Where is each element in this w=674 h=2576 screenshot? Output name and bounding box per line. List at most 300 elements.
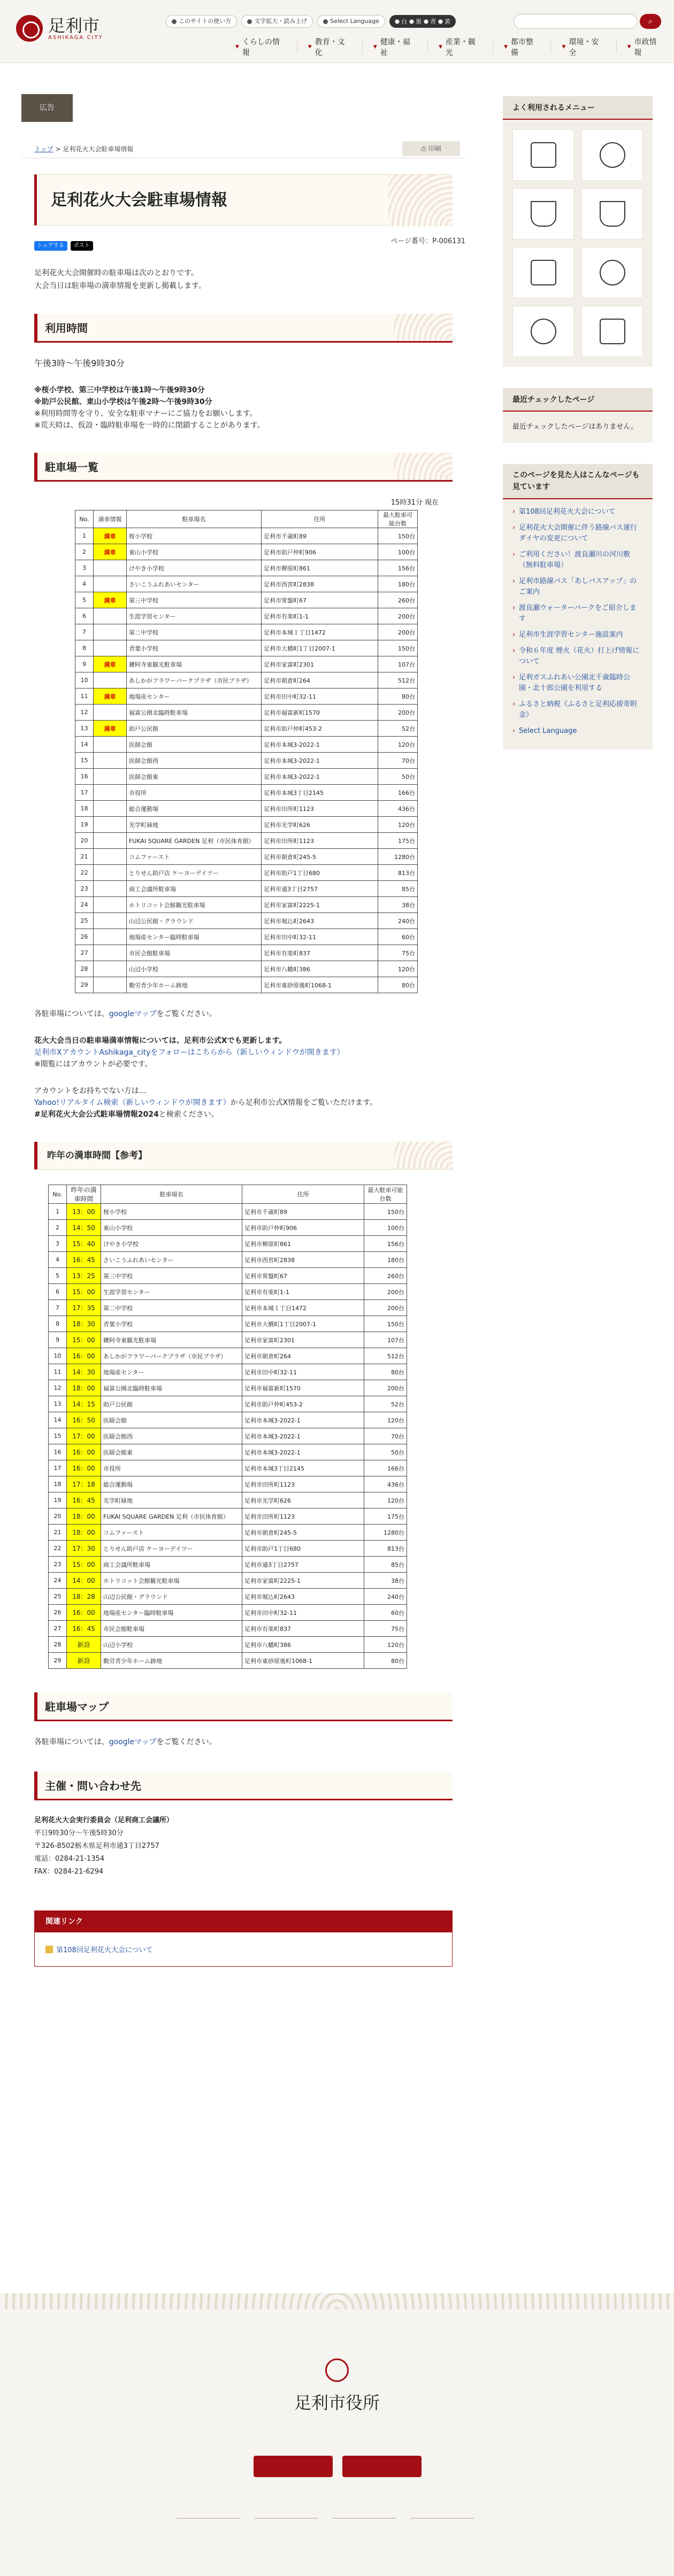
table-cell: 11 [49, 1364, 67, 1380]
chevron-down-icon: ▼ [235, 44, 239, 50]
status-cell [94, 881, 127, 897]
table-cell: 足利市本城3丁目2145 [262, 785, 378, 801]
table-cell: 足利市助戸仲町906 [242, 1220, 364, 1236]
table-row [49, 1396, 407, 1412]
table-cell: 足利市柳原町861 [242, 1236, 364, 1252]
table-cell: 13 [75, 721, 94, 737]
city-emblem-icon [325, 2358, 349, 2382]
status-cell: 18：00 [67, 1380, 101, 1396]
status-cell [94, 640, 127, 656]
table-cell: 240台 [378, 913, 418, 929]
table-cell: 総合運動場 [127, 801, 262, 817]
status-cell: 満車 [94, 528, 127, 544]
also-link[interactable]: 渡良瀬ウォーターパークをご紹介します [519, 604, 637, 623]
table-cell: 52台 [378, 721, 418, 737]
contact-info: 足利花火大会実行委員会（足利商工会議所） 平日9時30分～午後5時30分 〒326-8502栃木県足利市通3丁目2757 電話：0284-21-1354 FAX：0284-21-6294 [34, 1816, 174, 1876]
table-row [75, 689, 418, 705]
print-button[interactable]: ⎙ 印刷 [402, 141, 460, 156]
gavel-icon [600, 319, 625, 344]
also-link[interactable]: 足利ガスふれあい公園北千歳臨時公園・北十郎公園を利用する [519, 674, 631, 692]
table-row [49, 1348, 407, 1364]
menu-tile-form[interactable] [512, 129, 574, 181]
facebook-share-button[interactable]: シェアする [34, 241, 67, 251]
hours-time: 午後3時～午後9時30分 [34, 358, 125, 368]
table-cell: 120台 [364, 1637, 407, 1653]
table-cell: 38台 [364, 1573, 407, 1589]
footer-link[interactable] [333, 2518, 396, 2519]
howto-button[interactable]: このサイトの使い方 [166, 15, 237, 28]
recent-text: 最近チェックしたページはありません。 [512, 423, 638, 431]
footer-button-2[interactable] [342, 2456, 422, 2477]
table-row [49, 1573, 407, 1589]
breadcrumb: トップ > 足利花火大会駐車場情報 ⎙ 印刷 [21, 144, 465, 158]
table-cell: 足利市家富町2225-1 [242, 1573, 364, 1589]
table-cell: 150台 [378, 528, 418, 544]
table-cell: 足利市大橋町1丁目2007-1 [262, 640, 378, 656]
yahoo-realtime-link[interactable]: Yahoo!リアルタイム検索（新しいウィンドウが開きます） [34, 1099, 231, 1107]
table-cell: 足利市西宮町2838 [262, 576, 378, 592]
table-cell: 足利市東砂原後町1068-1 [242, 1653, 364, 1669]
menu-tile-gavel[interactable] [581, 306, 643, 357]
table-cell: 60台 [378, 929, 418, 945]
status-cell [94, 833, 127, 849]
table-cell: 商工会議所駐車場 [127, 881, 262, 897]
status-cell [94, 865, 127, 881]
table-cell: とりせん助戸店 ケーヨーデイツー [127, 865, 262, 881]
menu-tile-vaccine[interactable] [581, 129, 643, 181]
table-cell: 地場産センター臨時駐車場 [101, 1605, 242, 1621]
table-cell: 助戸公民館 [101, 1396, 242, 1412]
footer-link[interactable] [177, 2518, 240, 2519]
status-cell: 新設 [67, 1637, 101, 1653]
table-cell: 足利市常盤町67 [242, 1268, 364, 1284]
table-cell: 4 [75, 576, 94, 592]
table-row [75, 544, 418, 560]
table-cell: 1280台 [378, 849, 418, 865]
table-cell: 足利市堀込町2643 [242, 1589, 364, 1605]
table-cell: 3 [75, 560, 94, 576]
table-cell: 16 [49, 1444, 67, 1460]
status-cell: 満車 [94, 592, 127, 608]
table-cell: コムファースト [101, 1525, 242, 1541]
search-icon: ⌕ [648, 17, 653, 26]
table-cell: FUKAI SQUARE GARDEN 足利（市民体育館） [127, 833, 262, 849]
table-cell: 12 [49, 1380, 67, 1396]
status-cell: 16：45 [67, 1621, 101, 1637]
recent-pages [503, 388, 653, 443]
table-row [75, 785, 418, 801]
table-cell: 20 [75, 833, 94, 849]
table-cell: 10 [49, 1348, 67, 1364]
table-cell: けやき小学校 [127, 560, 262, 576]
table-cell: 19 [75, 817, 94, 833]
status-cell: 13：00 [67, 1204, 101, 1220]
status-cell [94, 576, 127, 592]
table-cell: 3 [49, 1236, 67, 1252]
help-icon [172, 19, 177, 24]
also-link[interactable]: ご利用ください！渡良瀬川の河川敷（無料駐車場） [519, 551, 631, 569]
table-cell: 足利市千歳町89 [242, 1204, 364, 1220]
table-cell: 足利市常盤町67 [262, 592, 378, 608]
table-cell: 足利市本城3-2022-1 [242, 1428, 364, 1444]
menu-tile-wallet[interactable] [512, 188, 574, 239]
table-cell: あしかがフラワーパークプラザ（市民プラザ） [127, 672, 262, 689]
table-cell: 医師会館東 [101, 1444, 242, 1460]
table-row [49, 1252, 407, 1268]
bg-black-option[interactable]: 黒 [409, 17, 422, 26]
menu-tile-id-card[interactable] [512, 247, 574, 298]
ad-button[interactable]: 広告 [21, 94, 73, 122]
also-link[interactable]: 足利市路線バス「あしバスアップ」の ご案内 [519, 577, 637, 596]
table-cell: 17 [49, 1460, 67, 1476]
bg-yellow-option[interactable]: 黄 [438, 17, 450, 26]
table-cell: 福富公園北臨時駐車場 [101, 1380, 242, 1396]
breadcrumb-top-link[interactable]: トップ [34, 145, 53, 153]
status-cell: 満車 [94, 721, 127, 737]
table-cell: 足利市田中町32-11 [242, 1364, 364, 1380]
logo-name: 足利市 [48, 15, 100, 36]
status-cell: 18：00 [67, 1509, 101, 1525]
table-cell: 光学町緑地 [127, 817, 262, 833]
sidebar [503, 96, 653, 771]
table-row [75, 849, 418, 865]
status-cell: 15：40 [67, 1236, 101, 1252]
table-cell: 生涯学習センター [101, 1284, 242, 1300]
table-row [75, 705, 418, 721]
nav-industry[interactable]: ▼ 産業・観光 [427, 41, 493, 53]
table-cell: 足利市田所町1123 [262, 833, 378, 849]
status-cell [94, 624, 127, 640]
table-cell: 足利市朝倉町264 [242, 1348, 364, 1364]
table-cell: 15 [75, 753, 94, 769]
x-note: 花火大会当日の駐車場満車情報については、足利市公式Xでも更新します。 足利市XアカウントAshikaga_cityをフォローはこちらから（新しいウィンドウが開きます） ※閲覧にはアカウントが必要です。 [34, 1036, 344, 1069]
nav-government[interactable]: ▼ 市政情報 [616, 41, 674, 53]
footer-buttons [254, 2456, 422, 2477]
vaccine-icon [600, 142, 625, 168]
search-input[interactable] [514, 14, 638, 29]
table-cell: 足利市助戸仲町453-2 [242, 1396, 364, 1412]
table-cell: 足利市本城3-2022-1 [262, 769, 378, 785]
table-cell: 52台 [364, 1396, 407, 1412]
table-cell: 120台 [378, 737, 418, 753]
table-cell: 足利市助戸仲町906 [262, 544, 378, 560]
table-cell: 足利市本城3-2022-1 [262, 753, 378, 769]
table-cell: さいこうふれあいセンター [101, 1252, 242, 1268]
table-cell: 60台 [364, 1605, 407, 1621]
nav-education[interactable]: ▼ 教育・文化 [297, 41, 362, 53]
status-cell: 14：15 [67, 1396, 101, 1412]
status-cell: 16：00 [67, 1605, 101, 1621]
table-cell: 512台 [364, 1348, 407, 1364]
table-cell: 4 [49, 1252, 67, 1268]
google-map-link[interactable]: googleマップ [109, 1010, 157, 1018]
table-cell: 22 [75, 865, 94, 881]
footer-link[interactable] [255, 2518, 318, 2519]
bg-blue-option[interactable]: 青 [424, 17, 436, 26]
recent-heading: 最近チェックしたページ [503, 388, 653, 412]
table-cell: 200台 [364, 1284, 407, 1300]
globe-icon [323, 19, 328, 24]
table-cell: 26 [49, 1605, 67, 1621]
table-cell: 足利市本城3-2022-1 [242, 1412, 364, 1428]
status-cell: 14：00 [67, 1573, 101, 1589]
table-cell: 医師会館東 [127, 769, 262, 785]
table-cell: 総合運動場 [101, 1476, 242, 1492]
table-cell: 足利市本城１丁目1472 [242, 1300, 364, 1316]
table-cell: 175台 [364, 1509, 407, 1525]
id-card-icon [531, 260, 556, 285]
table-cell: 足利市柳原町861 [262, 560, 378, 576]
status-cell [94, 897, 127, 913]
status-cell [94, 785, 127, 801]
table-cell: 120台 [378, 961, 418, 977]
footer-link[interactable] [411, 2518, 474, 2519]
table-cell: 180台 [378, 576, 418, 592]
hours-notes: ※桜小学校、第三中学校は午後1時～午後9時30分 ※助戸公民館、東山小学校は午後2時～午後9時30分 ※利用時間等を守り、安全な駐車マナーにご協力をお願いします。 ※荒天時は、仮設・臨時駐車場を一時的に閉鎖することがあります。 [34, 386, 265, 430]
speaker-icon [247, 19, 252, 24]
status-cell [94, 913, 127, 929]
table-cell: とりせん助戸店 ケーヨーデイツー [101, 1541, 242, 1557]
x-post-button[interactable]: ポスト [71, 241, 93, 251]
status-cell: 18：28 [67, 1589, 101, 1605]
site-header [0, 0, 674, 63]
table-row [75, 945, 418, 961]
table-cell: 8 [75, 640, 94, 656]
table-cell: 1280台 [364, 1525, 407, 1541]
nav-living[interactable]: ▼ くらしの情報 [235, 38, 280, 57]
table-cell: 38台 [378, 897, 418, 913]
table-cell: 医師会館 [127, 737, 262, 753]
status-cell: 16：00 [67, 1348, 101, 1364]
table-cell: 地場産センター [101, 1364, 242, 1380]
language-button[interactable]: Select Language [317, 15, 385, 28]
table-cell: 50台 [364, 1444, 407, 1460]
main-content [21, 144, 465, 1967]
table-row [49, 1653, 407, 1669]
status-cell [94, 817, 127, 833]
page-number: ページ番号：P-006131 [390, 237, 465, 245]
table-cell: 商工会議所駐車場 [101, 1557, 242, 1573]
table-cell: 助戸公民館 [127, 721, 262, 737]
table-cell: 第三中学校 [127, 592, 262, 608]
table-cell: 足利市助戸1丁目680 [242, 1541, 364, 1557]
table-cell: 200台 [364, 1300, 407, 1316]
table-row [75, 977, 418, 993]
site-logo[interactable] [16, 15, 103, 42]
table-cell: 175台 [378, 833, 418, 849]
table-cell: 20 [49, 1509, 67, 1525]
status-cell: 14：50 [67, 1220, 101, 1236]
table-cell: 200台 [378, 705, 418, 721]
table-row [75, 769, 418, 785]
table-cell: 足利市光学町626 [262, 817, 378, 833]
nav-health[interactable]: ▼ 健康・福祉 [362, 41, 427, 53]
table-row [49, 1637, 407, 1653]
water-drop-icon [531, 319, 556, 344]
table-cell: 市民会館駐車場 [101, 1621, 242, 1637]
table-row [49, 1476, 407, 1492]
table-cell: 地場産センター [127, 689, 262, 705]
table-cell: 地場産センター臨時駐車場 [127, 929, 262, 945]
status-cell: 18：30 [67, 1316, 101, 1332]
status-cell [94, 801, 127, 817]
table-cell: 足利市有楽町837 [242, 1621, 364, 1637]
table-cell: 足利市田中町32-11 [262, 689, 378, 705]
related-link[interactable]: 第108回足利花火大会について [56, 1946, 153, 1954]
also-link[interactable]: 足利花火大会開催に伴う路線バス運行ダイヤの変更について [519, 524, 638, 543]
table-cell: 80台 [364, 1653, 407, 1669]
table-cell: 18 [75, 801, 94, 817]
table-cell: 足利市助戸仲町453-2 [262, 721, 378, 737]
table-cell: 27 [75, 945, 94, 961]
table-cell: 240台 [364, 1589, 407, 1605]
table-row [75, 961, 418, 977]
table-cell: 200台 [364, 1380, 407, 1396]
table-cell: 80台 [378, 689, 418, 705]
also-link[interactable]: 令和６年度 煙火（花火）打上げ情報について [519, 647, 640, 666]
chevron-down-icon: ▼ [373, 44, 377, 50]
table-cell: 足利市家富町2301 [262, 656, 378, 672]
google-map-link-2[interactable]: googleマップ [109, 1738, 157, 1746]
table-row [75, 801, 418, 817]
menu-tile-trash[interactable] [581, 188, 643, 239]
table-cell: 足利市田所町1123 [242, 1509, 364, 1525]
site-footer [0, 2293, 674, 2576]
update-time: 15時31分 現在 [390, 499, 439, 507]
table-cell: 9 [75, 656, 94, 672]
contact-heading: 主催・問い合わせ先 [34, 1772, 453, 1800]
table-cell: 8 [49, 1316, 67, 1332]
table-cell: 足利市通3丁目2757 [262, 881, 378, 897]
table-row [49, 1605, 407, 1621]
table-cell: 福富公園北臨時駐車場 [127, 705, 262, 721]
table-cell: 5 [49, 1268, 67, 1284]
footer-button-1[interactable] [254, 2456, 333, 2477]
table-row [49, 1236, 407, 1252]
table-row [75, 817, 418, 833]
status-cell [94, 560, 127, 576]
table-row [75, 865, 418, 881]
status-cell: 17：30 [67, 1541, 101, 1557]
form-icon [531, 142, 556, 168]
lead-text: 足利花火大会開催時の駐車場は次のとおりです。 大会当日は駐車場の満車情報を更新し掲載します。 [34, 269, 206, 290]
footer-pattern [0, 2293, 674, 2309]
also-link[interactable]: Select Language [519, 727, 577, 735]
popular-menu-heading: よく利用されるメニュー [503, 96, 653, 120]
table-cell: 23 [75, 881, 94, 897]
bg-white-option[interactable]: 白 [395, 17, 407, 26]
table-cell: 足利市堀込町2643 [262, 913, 378, 929]
table-row [75, 897, 418, 913]
table-cell: 22 [49, 1541, 67, 1557]
status-cell [94, 961, 127, 977]
table-cell: 医師会館 [101, 1412, 242, 1428]
table-cell: 2 [75, 544, 94, 560]
also-link[interactable]: 足利市生涯学習センター施設案内 [519, 631, 623, 639]
table-cell: 市役所 [127, 785, 262, 801]
table-cell: 120台 [364, 1412, 407, 1428]
table-cell: FUKAI SQUARE GARDEN 足利（市民体育館） [101, 1509, 242, 1525]
table-cell: 23 [49, 1557, 67, 1573]
print-icon: ⎙ [421, 145, 428, 152]
status-cell [94, 977, 127, 993]
table-cell: 足利市東砂原後町1068-1 [262, 977, 378, 993]
table-cell: 足利市有楽町837 [262, 945, 378, 961]
status-cell: 満車 [94, 656, 127, 672]
table-cell: 16 [75, 769, 94, 785]
table-cell: 生涯学習センター [127, 608, 262, 624]
chevron-down-icon: ▼ [504, 44, 508, 50]
menu-tile-water[interactable] [512, 306, 574, 357]
chevron-down-icon: ▼ [308, 44, 312, 50]
table-cell: 24 [75, 897, 94, 913]
table-cell: 150台 [378, 640, 418, 656]
status-cell [94, 945, 127, 961]
table-cell: 足利市西宮町2838 [242, 1252, 364, 1268]
menu-tile-doctor[interactable] [581, 247, 643, 298]
table-cell: 第二中学校 [101, 1300, 242, 1316]
table-cell: 医師会館西 [127, 753, 262, 769]
table-cell: 150台 [364, 1316, 407, 1332]
table-cell: 市民会館駐車場 [127, 945, 262, 961]
table-cell: 10 [75, 672, 94, 689]
doctor-icon [600, 260, 625, 285]
table-cell: 14 [75, 737, 94, 753]
table-row [75, 929, 418, 945]
table-cell: 医師会館西 [101, 1428, 242, 1444]
font-size-button[interactable]: 文字拡大・読み上げ [241, 15, 313, 28]
table-row [75, 656, 418, 672]
table-cell: 100台 [378, 544, 418, 560]
x-account-link[interactable]: 足利市XアカウントAshikaga_cityをフォローはこちらから（新しいウィンドウが開きます） [34, 1048, 344, 1057]
nav-environment[interactable]: ▼ 環境・安全 [550, 41, 616, 53]
status-cell: 18：00 [67, 1525, 101, 1541]
table-row [49, 1444, 407, 1460]
table-cell: 120台 [378, 817, 418, 833]
table-cell: 28 [75, 961, 94, 977]
table-cell: 1 [49, 1204, 67, 1220]
table-row [75, 528, 418, 544]
table-cell: 21 [75, 849, 94, 865]
popular-menu [503, 96, 653, 367]
table-cell: 山辺小学校 [101, 1637, 242, 1653]
table-cell: 120台 [364, 1492, 407, 1509]
map-heading: 駐車場マップ [34, 1692, 453, 1721]
table-cell: 足利市家富町2225-1 [262, 897, 378, 913]
table-cell: 80台 [364, 1364, 407, 1380]
table-cell: 70台 [378, 753, 418, 769]
table-cell: 鑁阿寺東観光駐車場 [127, 656, 262, 672]
table-cell: 足利市有楽町1-1 [262, 608, 378, 624]
table-row [75, 608, 418, 624]
status-cell [94, 608, 127, 624]
table-cell: 107台 [378, 656, 418, 672]
table-cell: あしかがフラワーパークプラザ（市民プラザ） [101, 1348, 242, 1364]
also-link[interactable]: ふるさと納税《ふるさと足利応援寄附金》 [519, 700, 638, 719]
also-viewed [503, 464, 653, 749]
nav-urban[interactable]: ▼ 都市整備 [493, 41, 550, 53]
logo-english: ASHIKAGA CITY [48, 34, 103, 41]
status-cell [94, 737, 127, 753]
footer-city-hall-name: 足利市役所 [294, 2393, 380, 2413]
also-link[interactable]: 第108回足利花火大会について [519, 508, 616, 516]
status-cell: 16：45 [67, 1252, 101, 1268]
table-row [49, 1428, 407, 1444]
table-cell: 1 [75, 528, 94, 544]
table-cell: 12 [75, 705, 94, 721]
search-button[interactable] [640, 14, 661, 29]
table-cell: 29 [49, 1653, 67, 1669]
